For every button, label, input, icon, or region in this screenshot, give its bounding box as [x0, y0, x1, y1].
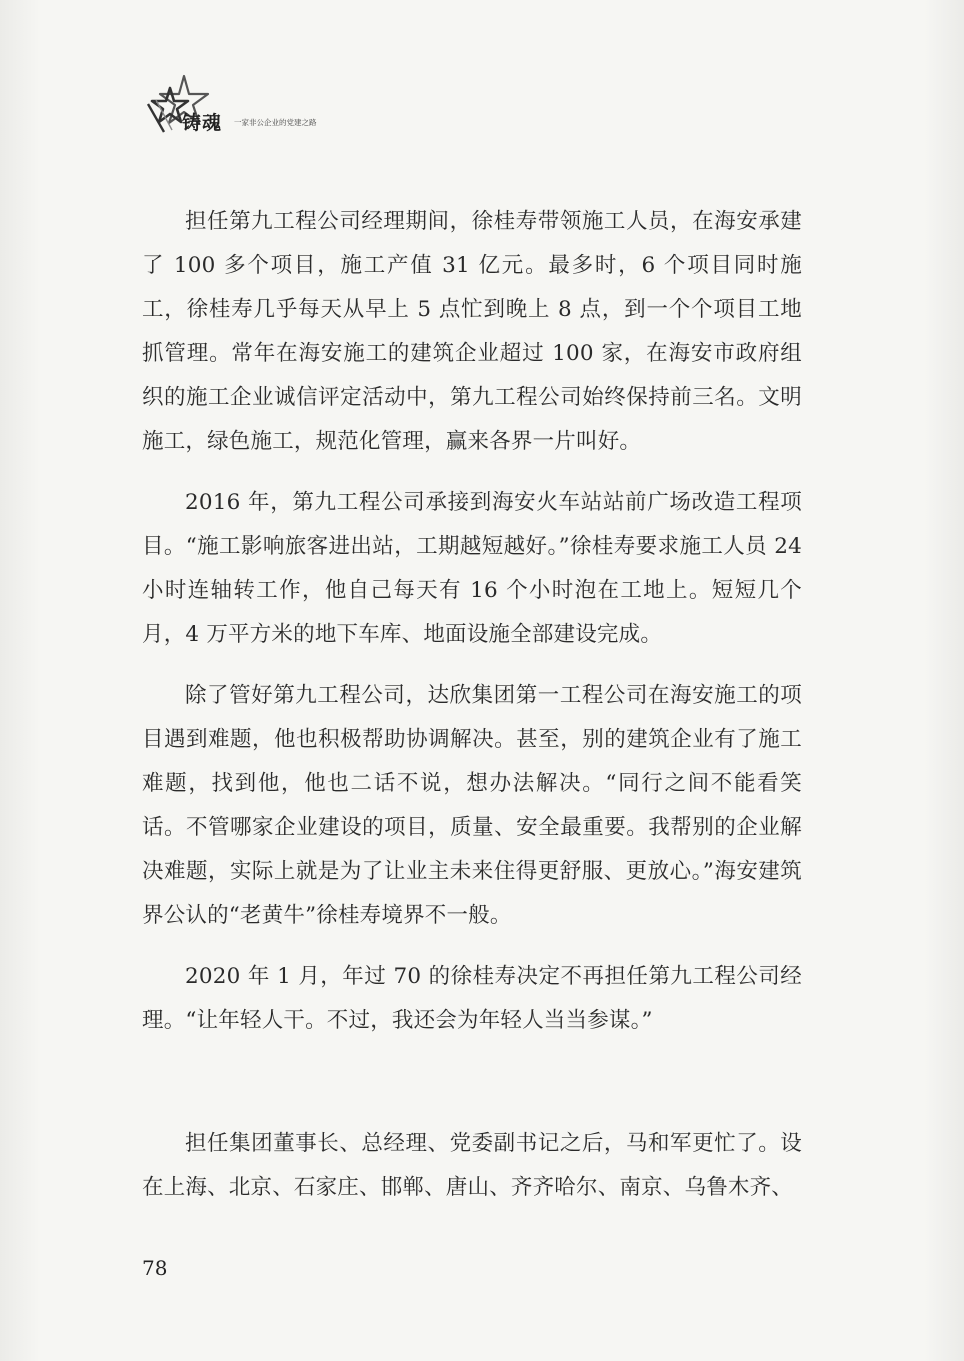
- paragraph: 2020 年 1 月，年过 70 的徐桂寿决定不再担任第九工程公司经理。“让年轻人干。不过，我还会为年轻人当当参谋。”: [142, 964, 802, 1033]
- page-number: 78: [142, 1256, 168, 1280]
- paragraph: 2016 年，第九工程公司承接到海安火车站站前广场改造工程项目。“施工影响旅客进出站，工期越短越好。”徐桂寿要求施工人员 24 小时连轴转工作，他自己每天有 16 个小时泡在工地上。短短几个月，4 万平方米的地下车库、地面设施全部建设完成。: [142, 490, 802, 647]
- book-subtitle: 一家非公企业的党建之路: [234, 118, 317, 127]
- paragraph: 除了管好第九工程公司，达欣集团第一工程公司在海安施工的项目遇到难题，他也积极帮助协调解决。甚至，别的建筑企业有了施工难题，找到他，他也二话不说，想办法解决。“同行之间不能看笑话。不管哪家企业建设的项目，质量、安全最重要。我帮别的企业解决难题，实际上就是为了让业主未来住得更舒服、更放心。”海安建筑界公认的“老黄牛”徐桂寿境界不一般。: [142, 683, 802, 928]
- book-title: 铸魂: [182, 112, 223, 134]
- paragraph: 担任集团董事长、总经理、党委副书记之后，马和军更忙了。设在上海、北京、石家庄、邯郸、唐山、齐齐哈尔、南京、乌鲁木齐、: [142, 1131, 802, 1200]
- paragraph: 担任第九工程公司经理期间，徐桂寿带领施工人员，在海安承建了 100 多个项目，施工产值 31 亿元。最多时，6 个项目同时施工，徐桂寿几乎每天从早上 5 点忙到晚上 8 点，到一个个项目工地抓管理。常年在海安施工的建筑企业超过 100 家，在海安市政府组织的施工企业诚信评定活动中，第九工程公司始终保持前三名。文明施工，绿色施工，规范化管理，赢来各界一片叫好。: [142, 209, 802, 454]
- body-text: [142, 200, 802, 1210]
- running-header: [142, 70, 402, 140]
